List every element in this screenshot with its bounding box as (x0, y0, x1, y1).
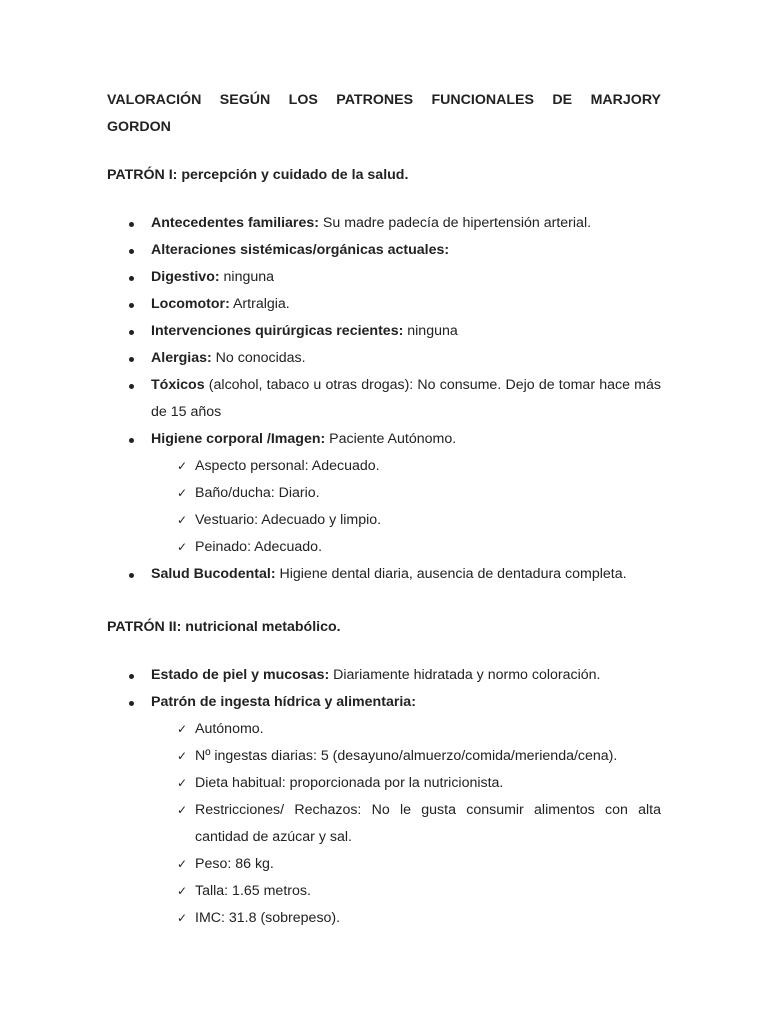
check-item (107, 534, 661, 561)
check-item (107, 851, 661, 878)
list-item (107, 689, 661, 932)
checkmark-icon: ✓ (177, 486, 188, 500)
checkmark-icon: ✓ (177, 722, 188, 736)
check-text: Vestuario: Adecuado y limpio. (195, 512, 382, 528)
item-label: Salud Bucodental: (151, 566, 276, 582)
check-text: Baño/ducha: Diario. (195, 485, 320, 501)
bullet-dot-icon (129, 303, 134, 308)
check-text: Nº ingestas diarias: 5 (desayuno/almuerzo/comida/merienda/cena). (195, 748, 618, 764)
check-item (107, 507, 661, 534)
title-line-2: GORDON (107, 119, 171, 135)
item-label: Alergias: (151, 350, 212, 366)
bullet-dot-icon (129, 276, 134, 281)
bullet-dot-icon (129, 438, 134, 443)
checkmark-icon: ✓ (177, 513, 188, 527)
list-item (107, 210, 661, 237)
document-page (107, 87, 661, 932)
bullet-dot-icon (129, 249, 134, 254)
checkmark-icon: ✓ (177, 857, 188, 871)
list-item (107, 318, 661, 345)
item-value: Paciente Autónomo. (325, 431, 457, 447)
bullet-dot-icon (129, 330, 134, 335)
check-item (107, 770, 661, 797)
item-label: Estado de piel y mucosas: (151, 667, 330, 683)
bullet-dot-icon (129, 573, 134, 578)
check-text: Talla: 1.65 metros. (195, 883, 311, 899)
check-item (107, 878, 661, 905)
list-item (107, 264, 661, 291)
item-value: (alcohol, tabaco u otras drogas): No consume. Dejo de tomar hace más de 15 años (151, 377, 661, 420)
item-label: Digestivo: (151, 269, 220, 285)
checkmark-icon: ✓ (177, 911, 188, 925)
bullet-dot-icon (129, 357, 134, 362)
item-label: Alteraciones sistémicas/orgánicas actuales: (151, 242, 450, 258)
list-item (107, 291, 661, 318)
check-text: IMC: 31.8 (sobrepeso). (195, 910, 341, 926)
list-item (107, 561, 661, 588)
list-item (107, 662, 661, 689)
checkmark-icon: ✓ (177, 749, 188, 763)
check-item (107, 480, 661, 507)
item-label: Higiene corporal /Imagen: (151, 431, 326, 447)
pattern-2-list (107, 662, 661, 932)
item-label: Intervenciones quirúrgicas recientes: (151, 323, 404, 339)
check-text: Autónomo. (195, 721, 264, 737)
bullet-dot-icon (129, 701, 134, 706)
item-value: Artralgia. (229, 296, 290, 312)
check-item (107, 743, 661, 770)
checkmark-icon: ✓ (177, 884, 188, 898)
item-value: No conocidas. (211, 350, 306, 366)
item-value: Higiene dental diaria, ausencia de dentadura completa. (275, 566, 627, 582)
check-item (107, 797, 661, 851)
document-title (107, 87, 661, 141)
bullet-dot-icon (129, 222, 134, 227)
item-label: Tóxicos (151, 377, 205, 393)
item-value: Su madre padecía de hipertensión arterial. (318, 215, 592, 231)
pattern-2-heading: PATRÓN II: nutricional metabólico. (107, 619, 341, 635)
pattern-1-list (107, 210, 661, 588)
bullet-dot-icon (129, 384, 134, 389)
item-value: ninguna (403, 323, 458, 339)
list-item (107, 426, 661, 561)
bullet-dot-icon (129, 674, 134, 679)
check-item (107, 453, 661, 480)
check-text: Peso: 86 kg. (195, 856, 274, 872)
checkmark-icon: ✓ (177, 803, 188, 817)
checkmark-icon: ✓ (177, 540, 188, 554)
check-text: Dieta habitual: proporcionada por la nutricionista. (195, 775, 504, 791)
checkmark-icon: ✓ (177, 776, 188, 790)
item-label: Locomotor: (151, 296, 230, 312)
check-text: Restricciones/ Rechazos: No le gusta consumir alimentos con alta cantidad de azúcar y sal. (195, 802, 661, 845)
pattern-1-heading: PATRÓN I: percepción y cuidado de la salud. (107, 167, 409, 183)
check-item (107, 905, 661, 932)
intake-checklist (151, 716, 661, 932)
hygiene-checklist (151, 453, 661, 561)
check-text: Aspecto personal: Adecuado. (195, 458, 380, 474)
check-text: Peinado: Adecuado. (195, 539, 323, 555)
item-value: ninguna (219, 269, 275, 285)
item-value: Diariamente hidratada y normo coloración. (329, 667, 601, 683)
item-label: Antecedentes familiares: (151, 215, 319, 231)
check-item (107, 716, 661, 743)
list-item (107, 372, 661, 426)
title-line-1: VALORACIÓN SEGÚN LOS PATRONES FUNCIONALES DE MARJORY (107, 92, 661, 108)
list-item (107, 345, 661, 372)
checkmark-icon: ✓ (177, 459, 188, 473)
item-label: Patrón de ingesta hídrica y alimentaria: (151, 694, 416, 710)
list-item (107, 237, 661, 264)
